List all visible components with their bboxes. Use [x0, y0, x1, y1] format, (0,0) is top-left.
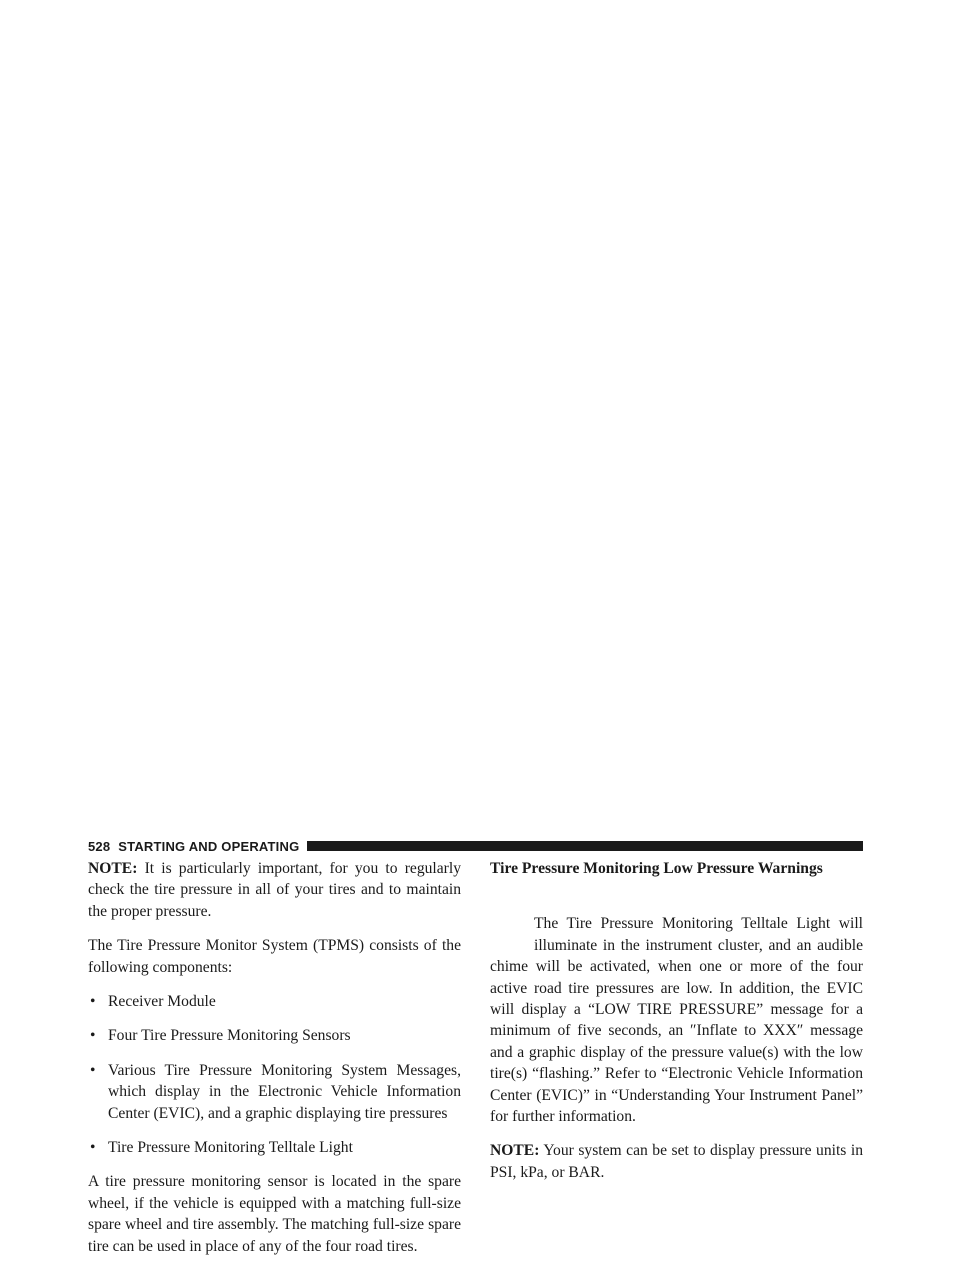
list-item — [88, 1137, 461, 1158]
units-note-paragraph — [490, 1140, 863, 1183]
page-number: 528 — [88, 838, 111, 854]
note-text: It is particularly important, for you to regularly check the tire pressure in all of your tires and to maintain the proper pressure. — [88, 860, 461, 920]
list-item-text: Four Tire Pressure Monitoring Sensors — [108, 1027, 351, 1045]
bullet-icon: • — [90, 1027, 96, 1045]
bullet-icon: • — [90, 993, 96, 1011]
list-item-text: Receiver Module — [108, 993, 216, 1011]
tire-pressure-telltale-icon — [490, 913, 524, 951]
section-heading: Tire Pressure Monitoring Low Pressure Warnings — [490, 860, 823, 877]
bullet-icon: • — [90, 1061, 96, 1079]
list-item-text: Various Tire Pressure Monitoring System Messages, which display in the Electronic Vehicle Information Center (EVIC), and a graphic displaying tire pressures — [108, 1061, 461, 1122]
list-item — [88, 991, 461, 1012]
note-text: Your system can be set to display pressure units in PSI, kPa, or BAR. — [490, 1142, 863, 1181]
right-column — [490, 858, 863, 1196]
tpms-intro: The Tire Pressure Monitor System (TPMS) consists of the following components: — [88, 937, 461, 976]
page-header — [88, 837, 863, 855]
component-list — [88, 991, 461, 1158]
note-paragraph — [88, 858, 461, 922]
note-label: NOTE: — [88, 860, 138, 877]
note-label: NOTE: — [490, 1142, 540, 1160]
list-item — [88, 1025, 461, 1046]
list-item-text: Tire Pressure Monitoring Telltale Light — [108, 1139, 353, 1157]
spare-paragraph: A tire pressure monitoring sensor is located in the spare wheel, if the vehicle is equipped with a matching full-size spare wheel and tire assembly. The matching full-size spare tire can be used in place of any of the four road tires. — [88, 1173, 461, 1255]
list-item — [88, 1060, 461, 1124]
left-column — [88, 858, 461, 1270]
bullet-icon: • — [90, 1139, 96, 1157]
warning-text: The Tire Pressure Monitoring Telltale Light will illuminate in the instrument cluster, and an audible chime will be activated, when one or more of the four active road tire pressures are low. In addition, the EVIC will display a “LOW TIRE PRESSURE” message for a minimum of five seconds, an ″Inflate to XXX″ message and a graphic display of the pressure value(s) with the low tire(s) “flashing.” Refer to “Electronic Vehicle Information Center (EVIC)” in “Understanding Your Instrument Panel” for further information. — [490, 915, 863, 1126]
warning-block — [490, 913, 863, 1127]
section-title: STARTING AND OPERATING — [118, 838, 300, 854]
header-rule — [307, 841, 863, 851]
